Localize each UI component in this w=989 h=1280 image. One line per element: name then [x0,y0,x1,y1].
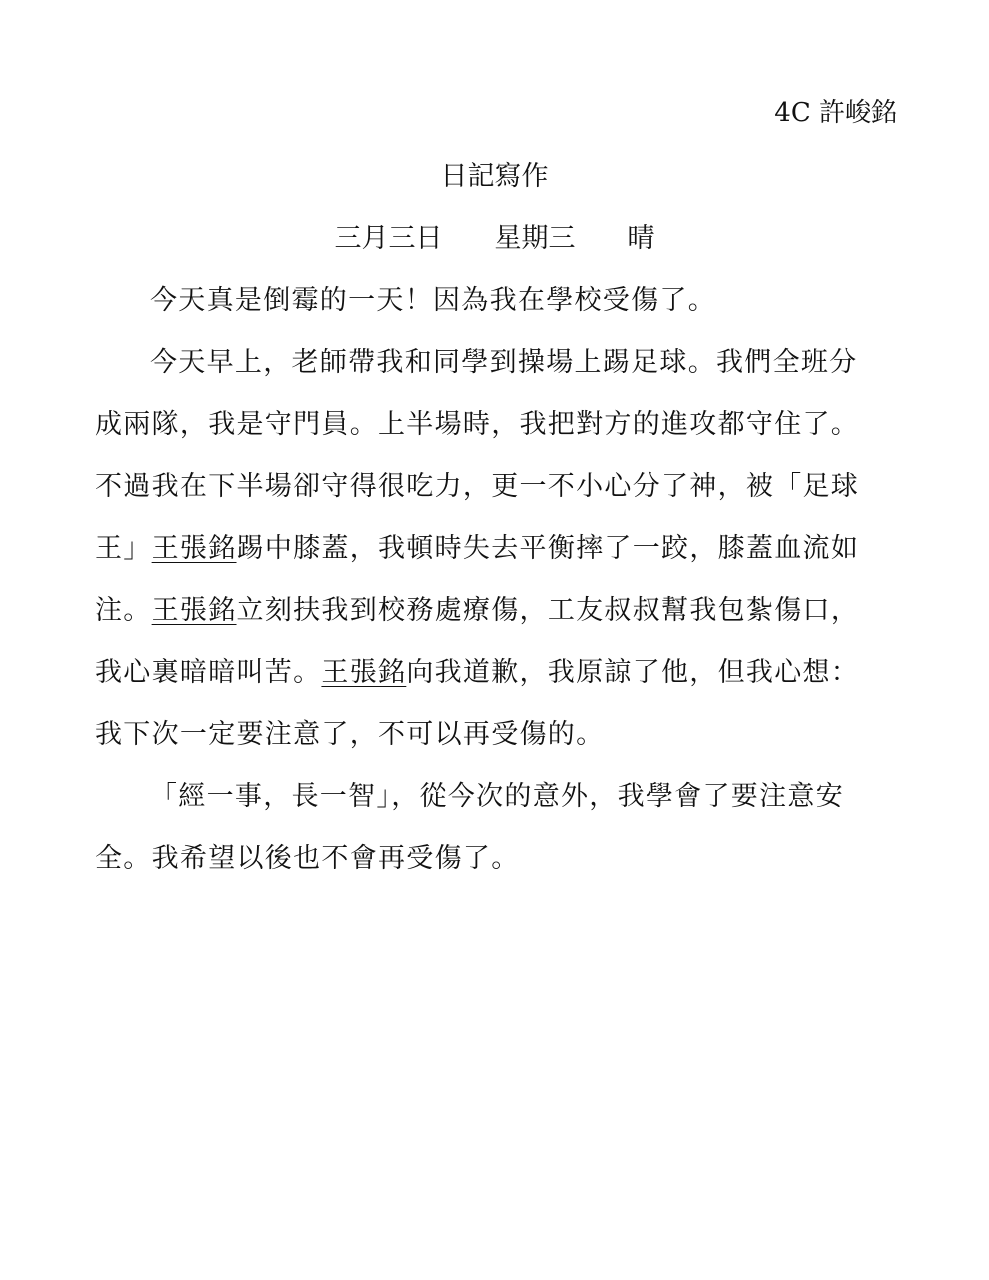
paragraph-3-line-2: 全。我希望以後也不會再受傷了。 [95,843,520,874]
text-segment: 踢中膝蓋，我頓時失去平衡摔了一跤，膝蓋血流如 [236,533,860,564]
date: 三月三日 [334,223,443,254]
underlined-name: 王張銘 [151,595,237,626]
text-segment: 我心裏暗暗叫苦。 [95,657,322,688]
author-name: 4C 許峻銘 [774,98,897,128]
weather: 晴 [627,223,655,254]
text-segment: 向我道歉，我原諒了他，但我心想： [406,657,860,688]
text-segment: 立刻扶我到校務處療傷，工友叔叔幫我包紮傷口， [236,595,860,626]
paragraph-2-line-4 [95,532,890,566]
paragraph-2-line-5 [95,594,890,628]
underlined-name: 王張銘 [151,533,237,564]
paragraph-1-line-1: 今天真是倒霉的一天！因為我在學校受傷了。 [150,285,716,316]
paragraph-2-line-7: 我下次一定要注意了，不可以再受傷的。 [95,719,605,750]
paragraph-2-line-2: 成兩隊，我是守門員。上半場時，我把對方的進攻都守住了。 [95,409,860,440]
underlined-name: 王張銘 [321,657,407,688]
weekday: 星期三 [494,223,576,254]
paragraph-2-line-1: 今天早上，老師帶我和同學到操場上踢足球。我們全班分 [150,347,858,378]
page-title: 日記寫作 [440,161,549,192]
text-segment: 王」 [95,533,152,564]
date-line [0,222,989,256]
paragraph-3-line-1: 「經一事，長一智」，從今次的意外，我學會了要注意安 [150,781,844,812]
paragraph-2-line-6 [95,656,890,690]
paragraph-2-line-3: 不過我在下半場卻守得很吃力，更一不小心分了神，被「足球 [95,471,860,502]
text-segment: 注。 [95,595,152,626]
